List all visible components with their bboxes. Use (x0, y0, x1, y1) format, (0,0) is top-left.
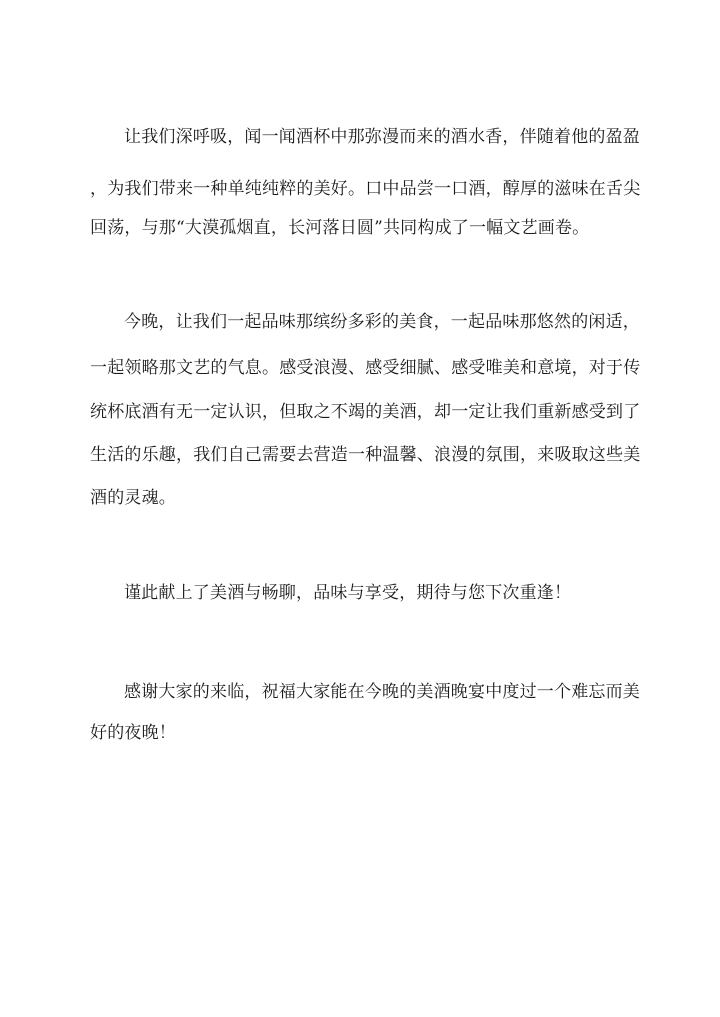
paragraph-1-line-3: 回荡，与那“大漠孤烟直，长河落日圆”共同构成了一幅文艺画卷。 (90, 218, 590, 238)
paragraph-2-line-5: 酒的灵魂。 (90, 488, 176, 508)
paragraph-4-line-2: 好的夜晚！ (90, 723, 176, 743)
paragraph-2-line-2: 一起领略那文艺的气息。感受浪漫、感受细腻、感受唯美和意境，对于传 (90, 358, 641, 378)
paragraph-3-line-1: 谨此献上了美酒与畅聊，品味与享受，期待与您下次重逢！ (124, 583, 572, 603)
paragraph-2-line-4: 生活的乐趣，我们自己需要去营造一种温馨、浪漫的氛围，来吸取这些美 (90, 445, 641, 465)
paragraph-1-line-1: 让我们深呼吸，闻一闻酒杯中那弥漫而来的酒水香，伴随着他的盈盈 (124, 127, 640, 147)
paragraph-2-line-1: 今晚，让我们一起品味那缤纷多彩的美食，一起品味那悠然的闲适， (124, 312, 640, 332)
paragraph-4-line-1: 感谢大家的来临，祝福大家能在今晚的美酒晚宴中度过一个难忘而美 (124, 682, 640, 702)
paragraph-2-line-3: 统杯底酒有无一定认识，但取之不竭的美酒，却一定让我们重新感受到了 (90, 402, 641, 422)
paragraph-1-line-2: ，为我们带来一种单纯纯粹的美好。口中品尝一口酒，醇厚的滋味在舌尖 (90, 179, 641, 199)
